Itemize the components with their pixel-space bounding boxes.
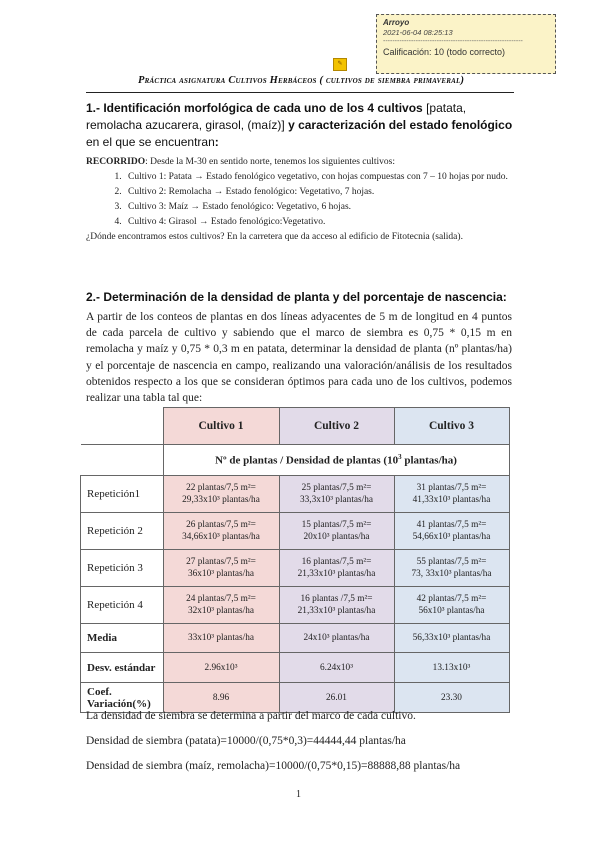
- cell-line: 16 plantas/7,5 m²=: [301, 557, 372, 567]
- cell-line: 26.01: [326, 692, 347, 703]
- table-subheader: [163, 445, 509, 476]
- cell-line: 27 plantas/7,5 m²=: [186, 557, 256, 567]
- section1-heading-bold-2: y caracterización del estado fenológico: [288, 118, 513, 132]
- table-cell: [279, 513, 394, 550]
- grade-date: 2021-06-04 08:25:13: [383, 28, 453, 37]
- cell-line: 36x10³ plantas/ha: [187, 569, 255, 579]
- row-label-text: Media: [87, 632, 117, 644]
- title-divider: [86, 92, 514, 93]
- cell-line: 42 plantas/7,5 m²=: [416, 594, 487, 604]
- cell-line: 24x10³ plantas/ha: [303, 633, 370, 643]
- cell-line: 2.96x10³: [204, 662, 238, 673]
- table-corner-2: [81, 445, 164, 476]
- row-label: [81, 683, 164, 713]
- cell-line: 73, 33x10³ plantas/ha: [411, 569, 492, 579]
- cell-line: 32x10³ plantas/ha: [187, 606, 255, 616]
- cell-line: 31 plantas/7,5 m²=: [416, 483, 487, 493]
- table-cell: [394, 550, 509, 587]
- row-label: [81, 653, 164, 683]
- row-label-text: Coef. Variación(%): [87, 685, 151, 710]
- table-cell: [279, 653, 394, 683]
- table-cell: [163, 653, 279, 683]
- cell-line: 56x10³ plantas/ha: [418, 606, 485, 616]
- table-cell: [279, 476, 394, 513]
- section1-heading: [86, 100, 522, 151]
- table-cell: [163, 476, 279, 513]
- grade-author: Arroyo: [383, 18, 410, 27]
- sticky-note-icon[interactable]: ✎: [333, 58, 347, 71]
- cell-line: 26 plantas/7,5 m²=: [186, 520, 256, 530]
- cultivo-list: [86, 170, 526, 230]
- grade-annotation-box[interactable]: [376, 14, 556, 74]
- cell-line: 6.24x10³: [319, 662, 353, 673]
- column-header-cultivo-3: Cultivo 3: [394, 408, 509, 445]
- table-cell: [394, 587, 509, 624]
- row-label-text: Desv. estándar: [87, 661, 156, 674]
- recorrido-block: [86, 155, 526, 245]
- row-label-text: Repetición1: [87, 488, 141, 500]
- list-item: 1. Cultivo 1: Patata → Estado fenológico vegetativo, con hojas compuestas con 7 – 10 hojas por nudo.: [124, 170, 526, 185]
- row-label-text: Repetición 3: [87, 562, 143, 574]
- table-subheader-pre: Nº de plantas / Densidad de plantas (10: [215, 454, 399, 467]
- table-cell: [394, 653, 509, 683]
- table-subheader-row: [81, 445, 510, 476]
- table-cell: [163, 550, 279, 587]
- cell-line: 29,33x10³ plantas/ha: [182, 495, 260, 505]
- page-number: 1: [296, 789, 301, 800]
- column-header-cultivo-1: Cultivo 1: [163, 408, 279, 445]
- table-subheader-sup: 3: [398, 453, 402, 462]
- section1-heading-bold-3: :: [214, 135, 219, 149]
- list-item: 2. Cultivo 2: Remolacha → Estado fenológico: Vegetativo, 7 hojas.: [124, 185, 526, 200]
- table-cell: [394, 513, 509, 550]
- density-table: [80, 407, 510, 713]
- section2-heading: 2.- Determinación de la densidad de planta y del porcentaje de nascencia:: [86, 290, 507, 304]
- cell-line: 56,33x10³ plantas/ha: [412, 633, 491, 643]
- location-question: ¿Dónde encontramos estos cultivos? En la carretera que da acceso al edificio de Fitotecnia (salida).: [86, 232, 463, 242]
- table-corner: [81, 408, 164, 445]
- table-cell: [279, 683, 394, 713]
- table-row: [81, 683, 510, 713]
- column-header-cultivo-2: Cultivo 2: [279, 408, 394, 445]
- table-row: [81, 476, 510, 513]
- after-text-1: La densidad de siembra se determina a partir del marco de cada cultivo.: [86, 710, 416, 722]
- after-text-3: Densidad de siembra (maíz, remolacha)=10000/(0,75*0,15)=88888,88 plantas/ha: [86, 760, 461, 772]
- cell-line: 33x10³ plantas/ha: [187, 633, 255, 643]
- row-label: [81, 513, 164, 550]
- cell-line: 54,66x10³ plantas/ha: [412, 532, 491, 542]
- table-row: [81, 653, 510, 683]
- cell-line: 13.13x10³: [432, 662, 471, 673]
- recorrido-label: RECORRIDO: [86, 157, 146, 167]
- row-label: [81, 550, 164, 587]
- section1-heading-normal-1: [patata, remolacha azucarera, girasol, (maíz)]: [86, 101, 467, 132]
- cell-line: 16 plantas /7,5 m²=: [300, 594, 373, 604]
- table-cell: [163, 587, 279, 624]
- after-text-2: Densidad de siembra (patata)=10000/(0,75*0,3)=44444,44 plantas/ha: [86, 735, 406, 747]
- table-cell: [394, 624, 509, 653]
- cell-line: 41 plantas/7,5 m²=: [416, 520, 487, 530]
- row-label-text: Repetición 2: [87, 525, 143, 537]
- row-label: [81, 476, 164, 513]
- cell-line: 25 plantas/7,5 m²=: [301, 483, 372, 493]
- section1-heading-bold-1: 1.- Identificación morfológica de cada uno de los 4 cultivos: [86, 101, 423, 115]
- cell-line: 21,33x10³ plantas/ha: [297, 606, 376, 616]
- table-header-row: [81, 408, 510, 445]
- recorrido-text: : Desde la M-30 en sentido norte, tenemos los siguientes cultivos:: [145, 157, 395, 167]
- table-cell: [279, 624, 394, 653]
- page-title: Práctica asignatura Cultivos Herbáceos ( cultivos de siembra primaveral): [138, 75, 465, 86]
- grade-separator: ------------------------------------------------------------: [383, 38, 523, 45]
- recorrido-intro: [86, 155, 526, 170]
- list-item: 3. Cultivo 3: Maíz → Estado fenológico: Vegetativo, 6 hojas.: [124, 200, 526, 215]
- table-cell: [163, 683, 279, 713]
- cell-line: 55 plantas/7,5 m²=: [416, 557, 487, 567]
- cell-line: 20x10³ plantas/ha: [303, 532, 370, 542]
- grade-score: Calificación: 10 (todo correcto): [383, 47, 506, 57]
- table-subheader-post: plantas/ha): [401, 454, 457, 467]
- cell-line: 15 plantas/7,5 m²=: [301, 520, 372, 530]
- cell-line: 33,3x10³ plantas/ha: [299, 495, 374, 505]
- cell-line: 34,66x10³ plantas/ha: [182, 532, 260, 542]
- table-row: [81, 513, 510, 550]
- list-item: 4. Cultivo 4: Girasol → Estado fenológico:Vegetativo.: [124, 215, 526, 230]
- table-row: [81, 550, 510, 587]
- cell-line: 8.96: [212, 692, 230, 703]
- table-cell: [279, 550, 394, 587]
- table-row: [81, 624, 510, 653]
- cell-line: 41,33x10³ plantas/ha: [412, 495, 491, 505]
- table-cell: [163, 624, 279, 653]
- section2-paragraph: A partir de los conteos de plantas en dos líneas adyacentes de 5 m de longitud en 4 puntos de cada parcela de cultivo y sabiendo que el marco de siembra es 0,75 * 0,15 m en remolacha y maíz y 0,75 * 0,3 m en patata, determinar la densidad de planta (nº plantas/ha) y el porcentaje de nascencia en campo, realizando una valoración/análisis de los resultados obtenidos respecto a los que se consideran óptimos para cada uno de los cultivos, podemos realizar una tabla tal que:: [86, 311, 512, 405]
- table-cell: [394, 476, 509, 513]
- cell-line: 21,33x10³ plantas/ha: [297, 569, 376, 579]
- cell-line: 24 plantas/7,5 m²=: [186, 594, 256, 604]
- table-row: [81, 587, 510, 624]
- row-label: [81, 587, 164, 624]
- table-cell: [163, 513, 279, 550]
- cell-line: 23.30: [441, 692, 462, 703]
- section1-heading-normal-2: en el que se encuentran: [86, 135, 215, 149]
- cell-line: 22 plantas/7,5 m²=: [186, 483, 256, 493]
- row-label-text: Repetición 4: [87, 599, 143, 611]
- table-cell: [279, 587, 394, 624]
- row-label: [81, 624, 164, 653]
- table-cell: [394, 683, 509, 713]
